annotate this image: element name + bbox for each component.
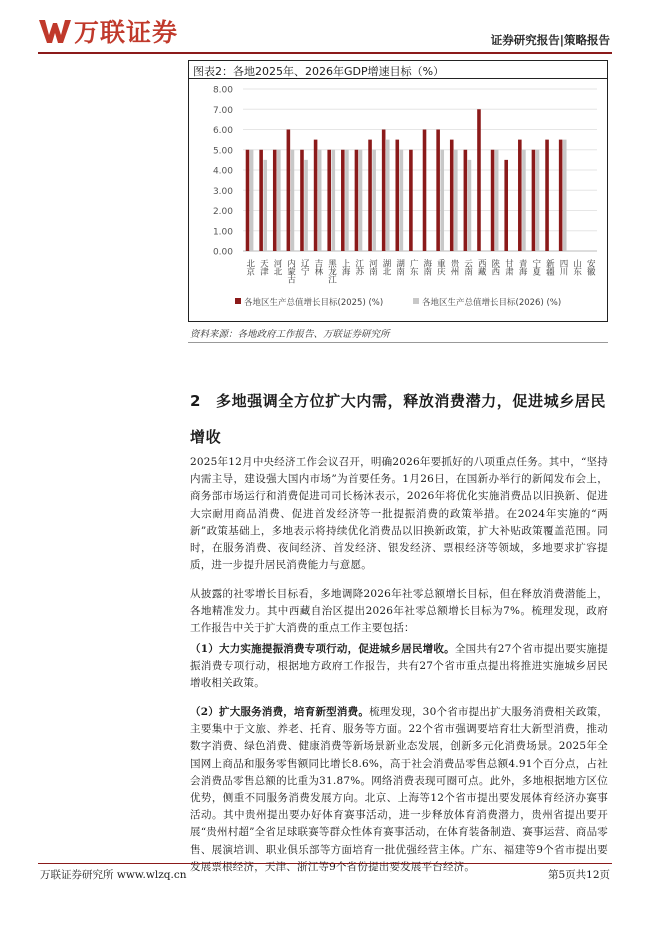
x-tick-label: 上海 [340, 259, 351, 275]
bar-2025 [287, 130, 291, 252]
figure-title: 图表2：各地2025年、2026年GDP增速目标（%） [193, 65, 445, 78]
y-tick-label: 4.00 [212, 166, 233, 177]
paragraph-2: 从披露的社零增长目标看，多地调降2026年社零总额增长目标，但在释放消费潜能上，各地精准发力。其中西藏自治区提出2026年社零总额增长目标为7%。梳理发现，政府工作报告中关于扩大消费的重点工作主要包括： [190, 588, 608, 635]
bar-2025 [477, 109, 481, 251]
legend-label-2026: 各地区生产总值增长目标(2026) (%) [422, 298, 562, 308]
bar-2025 [559, 140, 563, 251]
bar-2026 [454, 150, 458, 251]
section-title: 多地强调全方位扩大内需，释放消费潜力，促进城乡居民增收 [190, 392, 607, 446]
brand-logo [38, 14, 178, 48]
bar-2025 [491, 150, 495, 251]
bar-2026 [495, 150, 499, 251]
bar-2025 [436, 130, 440, 252]
paragraph-4-body: 梳理发现，30个省市提出扩大服务消费相关政策，主要集中于文旅、养老、托育、服务等方面。22个省市强调要培育壮大新型消费，推动数字消费、绿色消费、健康消费等新场景新业态发展，创新多元化消费场景。2025年全国网上商品和服务零售额同比增长8.6%，高于社会消费品零售总额4.91个百分点，占社会消费品零售总额的比重为31.87%。网络消费表现可圈可点。此外，多地根据地方区位优势，侧重不同服务消费发展方向。北京、上海等12个省市提出要发展体育经济办赛事活动。其中贵州提出要办好体育赛事活动，进一步释放体育消费潜力，贵州省提出要开展“贵州村超”全省足球联赛等群众性体育赛事活动，在体育装备制造、赛事运营、商品零售、展演培训、职业俱乐部等方面培育一批优强经营主体。广东、福建等9个省市提出要发展票根经济，天津、浙江等9个省份提出要发展平台经济。 [190, 706, 608, 873]
x-tick-label: 贵州 [449, 259, 460, 275]
header-divider [38, 52, 612, 54]
bar-2026 [250, 150, 254, 251]
y-tick-label: 1.00 [212, 227, 233, 238]
bar-2025 [368, 140, 372, 251]
paragraph-1: 2025年12月中央经济工作会议召开，明确2026年要抓好的八项重点任务。其中，“坚持内需主导，建设强大国内市场”为首要任务。1月26日，在国新办举行的新闻发布会上，商务部市场运行和消费促进司司长杨沐表示，2026年将优化实施消费品以旧换新、促进大宗耐用商品消费、促进首发经济等一批提振消费的政策举措。在2024年实施的“两新”政策基础上，多地表示将持续优化消费品以旧换新政策，扩大补贴政策覆盖范围。同时，在服务消费、夜间经济、首发经济、银发经济、票根经济等领域，多地要求扩容提质，进一步提升居民消费能力与意愿。 [190, 456, 608, 572]
paragraph-4 [190, 704, 608, 876]
bar-2026 [304, 160, 308, 251]
x-tick-label: 重庆 [435, 259, 446, 275]
gdp-target-chart [189, 79, 607, 319]
y-tick-label: 5.00 [212, 146, 233, 157]
brand-name: 万联证券 [74, 18, 179, 47]
paragraph-3-lead: （1）大力实施提振消费专项行动，促进城乡居民增收。 [190, 643, 455, 655]
bar-2026 [522, 150, 526, 251]
x-tick-label: 江苏 [353, 259, 364, 275]
bar-2026 [318, 150, 322, 251]
bar-2026 [536, 150, 540, 251]
bar-2026 [359, 150, 363, 251]
x-tick-label: 湖北 [380, 259, 391, 275]
x-tick-label: 海南 [421, 259, 432, 275]
x-tick-label: 青海 [517, 259, 528, 275]
bar-2025 [545, 140, 549, 251]
x-tick-label: 宁夏 [530, 259, 541, 275]
x-tick-label: 吉林 [312, 259, 323, 275]
footer-divider [38, 863, 612, 864]
y-tick-label: 0.00 [212, 247, 233, 258]
bar-2025 [355, 150, 359, 251]
bar-2025 [314, 140, 318, 251]
bar-2026 [291, 150, 295, 251]
bar-2026 [277, 150, 281, 251]
x-tick-label: 湖南 [394, 259, 405, 275]
bar-2026 [386, 140, 390, 251]
section-heading [190, 383, 610, 455]
paragraph-3 [190, 641, 608, 693]
legend-swatch-2026 [413, 298, 419, 304]
x-tick-label: 四川 [557, 259, 568, 275]
y-tick-label: 7.00 [212, 105, 233, 116]
bar-2026 [400, 150, 404, 251]
report-type: 证券研究报告|策略报告 [490, 33, 610, 47]
x-tick-label: 云南 [462, 259, 473, 275]
bar-2025 [464, 150, 468, 251]
bar-2025 [518, 140, 522, 251]
bar-2025 [259, 150, 263, 251]
bar-2026 [263, 160, 267, 251]
x-tick-label: 安徽 [585, 259, 596, 275]
legend-swatch-2025 [235, 298, 241, 304]
bar-2025 [327, 150, 331, 251]
x-tick-label: 甘肃 [503, 259, 514, 275]
bar-2026 [372, 150, 376, 251]
x-tick-label: 黑龙江 [326, 259, 337, 283]
y-tick-label: 8.00 [212, 85, 233, 96]
source-divider [188, 342, 608, 343]
footer-institute: 万联证券研究所 www.wlzq.cn [40, 869, 187, 881]
figure-frame [188, 60, 608, 322]
bar-2026 [345, 150, 349, 251]
paragraph-4-lead: （2）扩大服务消费，培育新型消费。 [190, 706, 370, 718]
brand-w-icon [38, 17, 72, 45]
footer-page-number: 第5页共12页 [547, 869, 610, 881]
legend-label-2025: 各地区生产总值增长目标(2025) (%) [244, 298, 384, 308]
x-tick-label: 北京 [244, 259, 255, 275]
y-tick-label: 6.00 [212, 126, 233, 136]
figure-source: 资料来源：各地政府工作报告、万联证券研究所 [190, 329, 390, 340]
y-tick-label: 3.00 [212, 186, 233, 197]
bar-2025 [532, 150, 536, 251]
bar-2025 [450, 140, 454, 251]
x-tick-label: 山东 [571, 259, 582, 275]
bar-2025 [273, 150, 277, 251]
x-tick-label: 广东 [408, 259, 419, 275]
x-tick-label: 辽宁 [299, 259, 310, 275]
bar-2025 [409, 150, 413, 251]
bar-2026 [332, 150, 336, 251]
bar-2025 [423, 130, 427, 252]
x-tick-label: 河南 [367, 259, 378, 275]
x-tick-label: 陕西 [489, 259, 500, 275]
bar-2026 [563, 140, 567, 251]
bar-2025 [341, 150, 345, 251]
bar-2026 [440, 150, 444, 251]
x-tick-label: 内蒙古 [285, 259, 296, 283]
x-tick-label: 河北 [272, 259, 283, 275]
bar-2026 [468, 160, 472, 251]
bar-2025 [395, 140, 399, 251]
section-number: 2 [190, 392, 202, 410]
bar-2025 [300, 150, 304, 251]
y-tick-label: 2.00 [212, 207, 233, 217]
x-tick-label: 新疆 [544, 259, 555, 275]
bar-2025 [504, 160, 508, 251]
x-tick-label: 天津 [258, 259, 269, 275]
paragraph-3-body: 全国共有27个省市提出要实施提振消费专项行动，根据地方政府工作报告，共有27个省市重点提出将推进实施城乡居民增收相关政策。 [190, 643, 608, 690]
bar-2025 [382, 130, 386, 252]
x-tick-label: 西藏 [476, 259, 487, 275]
bar-2025 [246, 150, 250, 251]
